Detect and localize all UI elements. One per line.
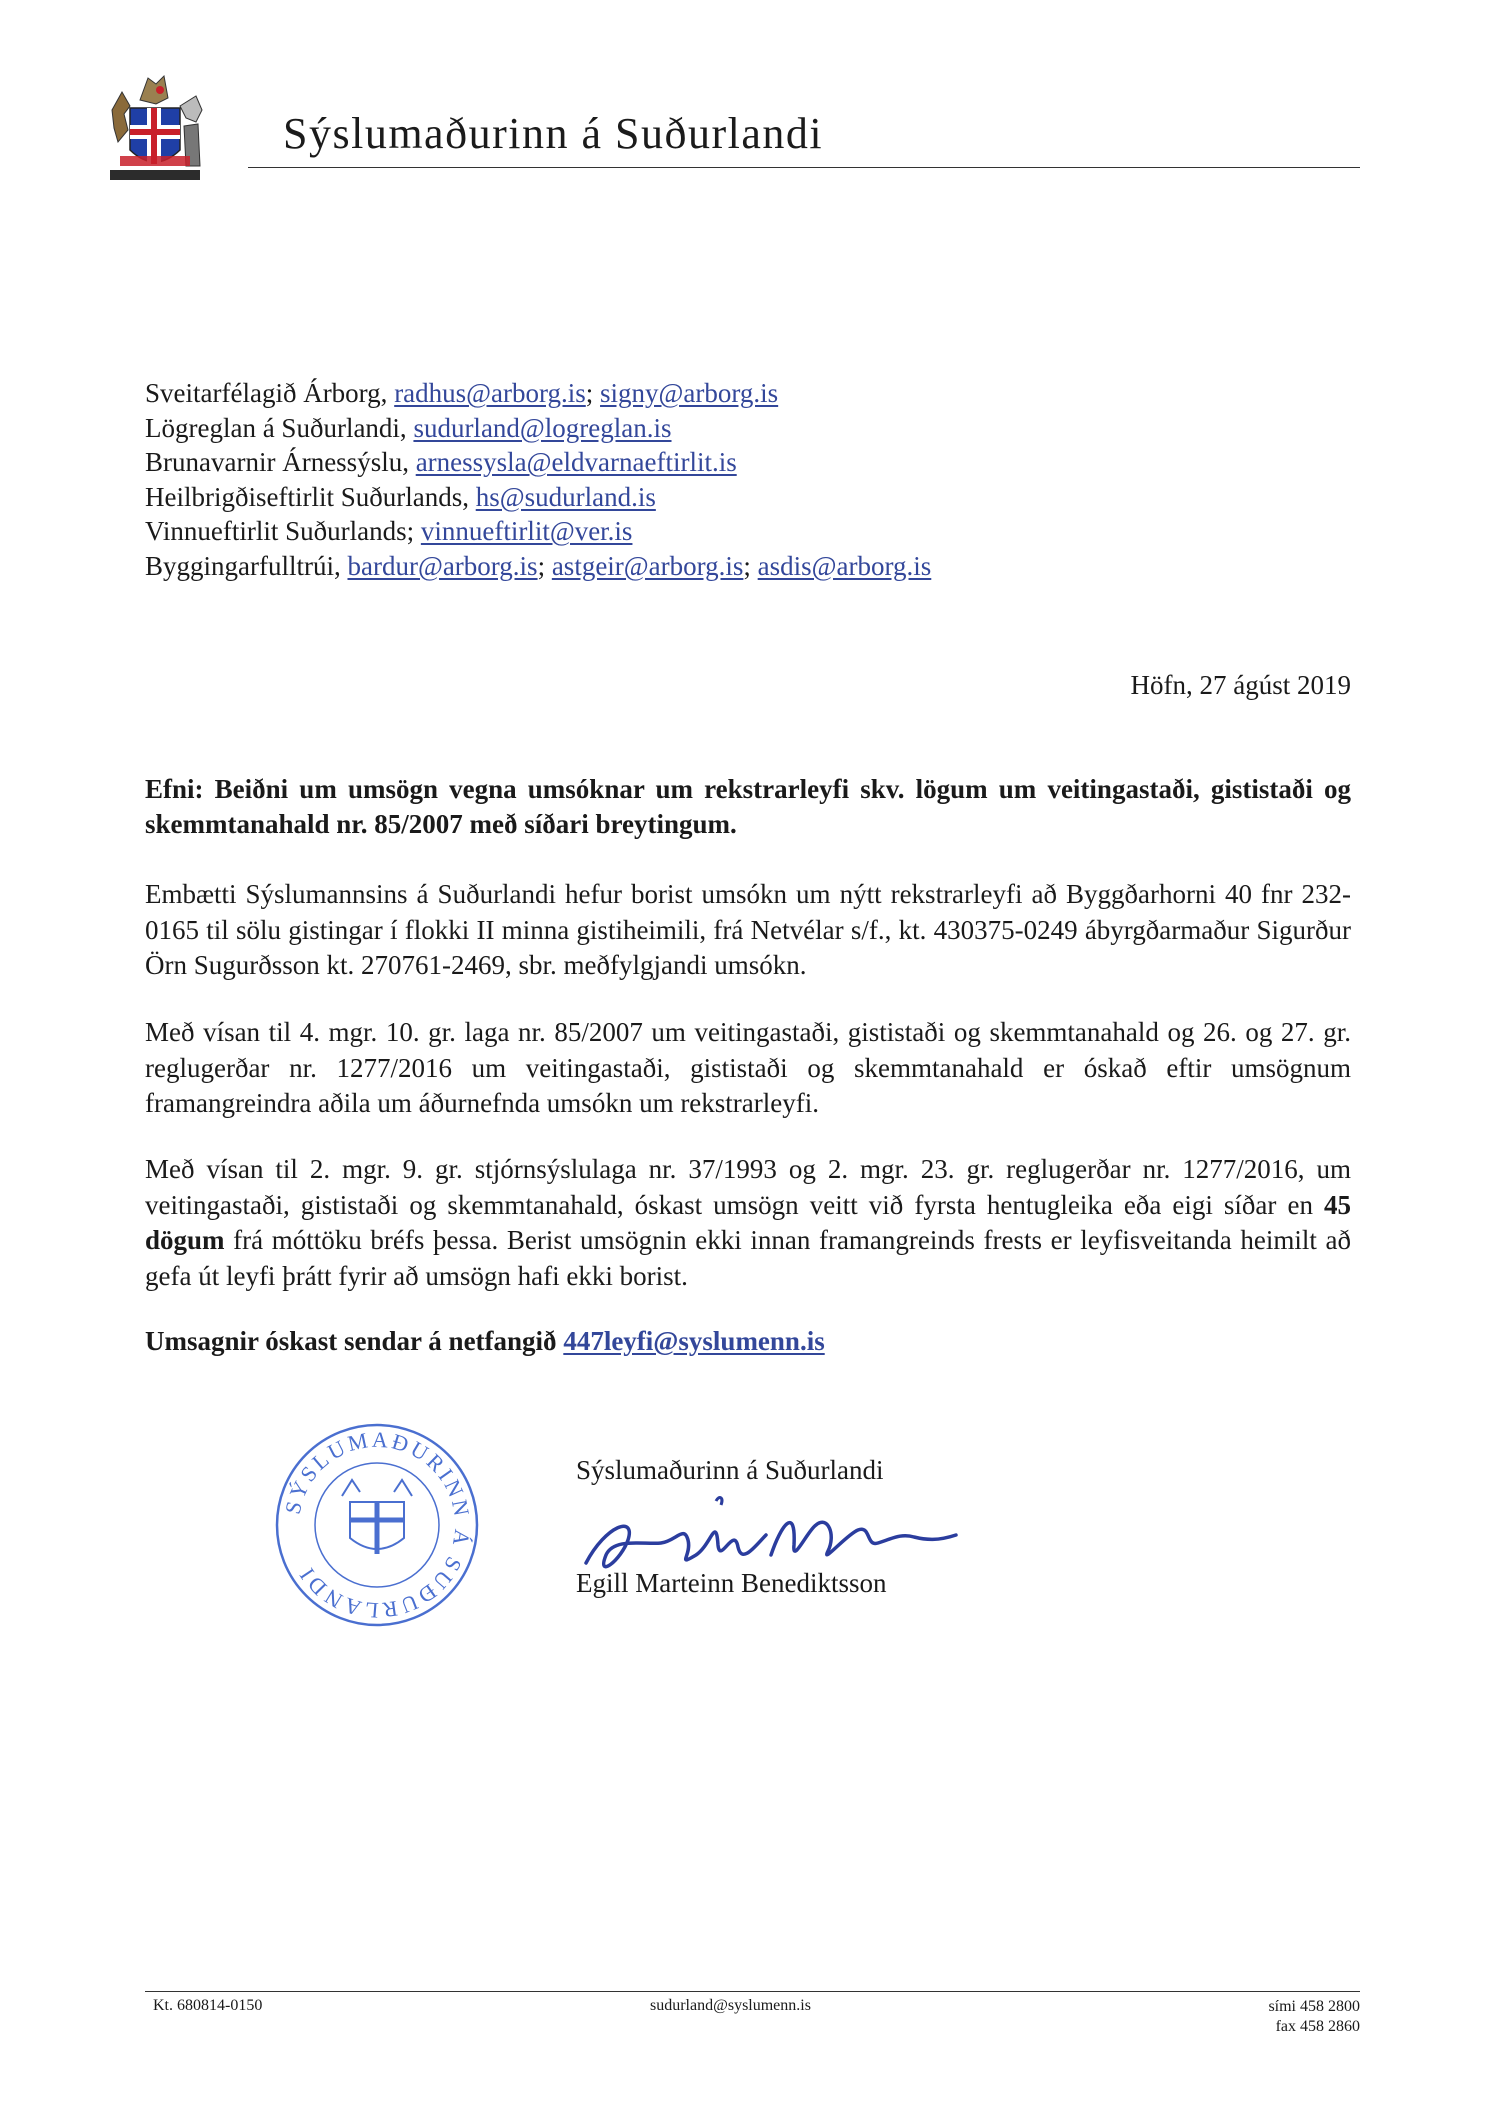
- email-link[interactable]: arnessysla@eldvarnaeftirlit.is: [415, 447, 737, 477]
- recipient-name: Sveitarfélagið Árborg,: [145, 378, 388, 408]
- footer-fax: fax 458 2860: [1275, 2018, 1360, 2035]
- recipient-line: Sveitarfélagið Árborg, radhus@arborg.is; signy@arborg.is: [145, 378, 779, 408]
- footer-contact: [1268, 1997, 1360, 2037]
- footer-rule: [145, 1991, 1360, 1992]
- recipient-list: [145, 376, 931, 583]
- recipient-line: [145, 480, 931, 515]
- stamp-ring-text: SÝSLUMAÐURINN Á SUÐURLANDI: [279, 1426, 476, 1624]
- subject-line: Efni: Beiðni um umsögn vegna umsóknar um rekstrarleyfi skv. lögum um veitingastaði, gististaði og skemmtanahald nr. 85/2007 með síðari breytingum.: [145, 774, 1351, 839]
- recipient-name: Brunavarnir Árnessýslu,: [145, 447, 409, 477]
- recipient-line: Byggingarfulltrúi, bardur@arborg.is; astgeir@arborg.is; asdis@arborg.is: [145, 550, 932, 581]
- recipient-line: [145, 445, 931, 480]
- email-link[interactable]: sudurland@logreglan.is: [413, 412, 672, 443]
- recipient-name: Heilbrigðiseftirlit Suðurlands,: [145, 481, 469, 512]
- recipient-name: Byggingarfulltrúi,: [145, 550, 341, 581]
- paragraph-text: frá móttöku bréfs þessa. Berist umsögnin ekki innan framangreinds frests er leyfisveitanda heimilt að gefa út leyfi þrátt fyrir að umsögn hafi ekki borist.: [145, 1225, 1351, 1291]
- footer-kt: Kt. 680814-0150: [153, 1997, 263, 2014]
- email-link[interactable]: astgeir@arborg.is: [551, 550, 744, 581]
- date-line: Höfn, 27 ágúst 2019: [1130, 670, 1351, 700]
- signature-block: [576, 1455, 996, 1615]
- body-paragraph: Embætti Sýslumannsins á Suðurlandi hefur borist umsókn um nýtt rekstrarleyfi að Byggðarhorni 40 fnr 232-0165 til sölu gistingar í flokki II minna gistiheimili, frá Netvélar s/f., kt. 430375-0249 ábyrgðarmaður Sigurður Örn Sugurðsson kt. 270761-2469, sbr. meðfylgjandi umsókn.: [145, 879, 1351, 980]
- coat-of-arms-icon: [100, 70, 210, 188]
- closing-text: Umsagnir óskast sendar á netfangið: [145, 1326, 557, 1356]
- email-link[interactable]: asdis@arborg.is: [757, 550, 932, 581]
- email-link[interactable]: radhus@arborg.is: [394, 378, 586, 408]
- signatory-name: Egill Marteinn Benediktsson: [576, 1568, 887, 1598]
- office-name: Sýslumaðurinn á Suðurlandi: [283, 109, 824, 158]
- recipient-name: Lögreglan á Suðurlandi,: [145, 412, 407, 443]
- email-link[interactable]: bardur@arborg.is: [347, 550, 538, 581]
- body-paragraph: [145, 1152, 1351, 1294]
- signatory-title: Sýslumaðurinn á Suðurlandi: [576, 1455, 884, 1485]
- footer-phone: sími 458 2800: [1268, 1998, 1360, 2015]
- letterhead: [100, 70, 1360, 180]
- recipient-line: [145, 514, 931, 549]
- body-paragraph: Með vísan til 4. mgr. 10. gr. laga nr. 85/2007 um veitingastaði, gististaði og skemmtanahald og 26. og 27. gr. reglugerðar nr. 1277/2016 um veitingastaði, gististaði og skemmtanahald er óskað eftir umsögnum framangreindra aðila um áðurnefnda umsókn um rekstrarleyfi.: [145, 1017, 1351, 1118]
- footer-email[interactable]: sudurland@syslumenn.is: [650, 1997, 811, 2014]
- email-link[interactable]: vinnueftirlit@ver.is: [420, 516, 633, 546]
- email-link[interactable]: signy@arborg.is: [600, 378, 779, 408]
- paragraph-text: Með vísan til 2. mgr. 9. gr. stjórnsýslulaga nr. 37/1993 og 2. mgr. 23. gr. reglugerðar nr. 1277/2016, um veitingastaði, gististaði og skemmtanahald, óskast umsögn veitt við fyrsta hentugleika eða eigi síðar en: [145, 1154, 1351, 1220]
- email-link[interactable]: hs@sudurland.is: [475, 481, 656, 512]
- official-stamp-icon: [272, 1420, 482, 1630]
- reply-email-link[interactable]: 447leyfi@syslumenn.is: [563, 1326, 825, 1356]
- letter-footer: [145, 1991, 1360, 2035]
- recipient-line: [145, 411, 931, 446]
- closing-line: [145, 1326, 825, 1357]
- header-rule: [248, 167, 1360, 168]
- recipient-name: Vinnueftirlit Suðurlands;: [145, 516, 415, 546]
- deadline-emphasis: 45 dögum: [145, 1189, 1351, 1255]
